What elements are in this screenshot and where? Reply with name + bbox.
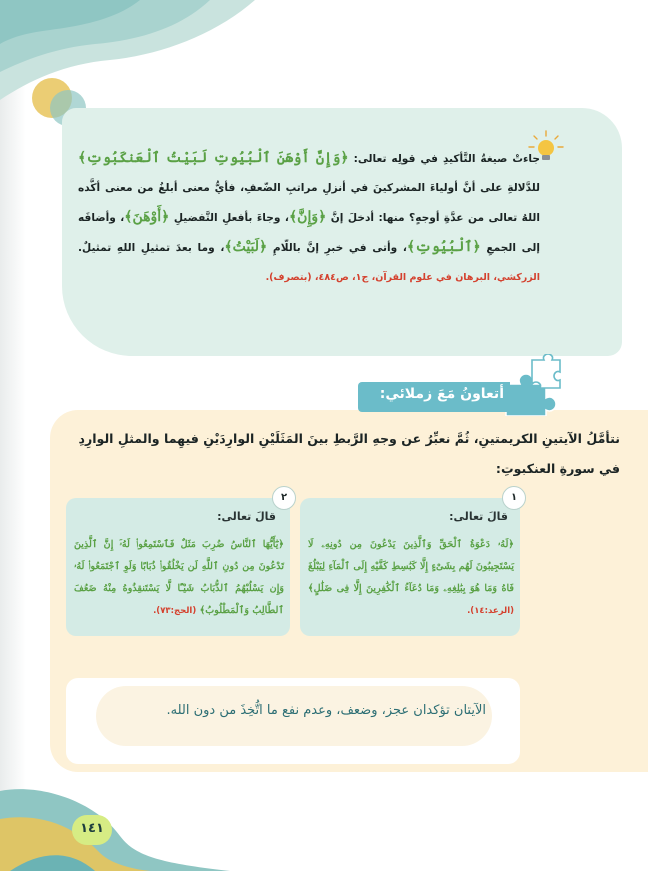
quote-segment: ، وأتى في خبرِ إنَّ باللّامِ [267, 242, 407, 254]
bottom-decoration [0, 761, 230, 871]
verse-reference: (الرعد:١٤). [467, 606, 514, 616]
card-title-1: قالَ تعالى: [449, 510, 508, 523]
answer-text: الآيتان تؤكدان عجز، وضعف، وعدم نفع ما اتُّخِذَ من دون الله. [166, 703, 486, 718]
page-number: ١٤١ [80, 821, 104, 836]
card-verse-2 [74, 534, 284, 622]
card-verse-1 [308, 534, 514, 622]
quran-word: ﴿ٱلْبُيُوتِ﴾ [406, 239, 481, 255]
quote-segment: ، وما بعدَ تمثيلِ اللهِ تمثيلٌ. [78, 242, 225, 254]
verse-text: ﴿لَهُۥ دَعْوَةُ ٱلْحَقِّ وَٱلَّذِينَ يَدْعُونَ مِن دُونِهِۦ لَا يَسْتَجِيبُونَ لَهُم بِشَىْءٍ إِلَّا كَبَٰسِطِ كَفَّيْهِ إِلَى ٱلْمَآءِ لِيَبْلُغَ فَاهُ وَمَا هُوَ بِبَٰلِغِهِۦ وَمَا دُعَآءُ ٱلْكَٰفِرِينَ إِلَّا فِى ضَلَٰلٍ﴾ [308, 539, 514, 594]
card-number-2: ٢ [272, 486, 296, 510]
verse-text: ﴿يَٰٓأَيُّهَا ٱلنَّاسُ ضُرِبَ مَثَلٌ فَٱسْتَمِعُوا۟ لَهُۥٓ إِنَّ ٱلَّذِينَ تَدْعُونَ مِن دُونِ ٱللَّهِ لَن يَخْلُقُوا۟ ذُبَابًا وَلَوِ ٱجْتَمَعُوا۟ لَهُۥ وَإِن يَسْلُبْهُمُ ٱلذُّبَابُ شَيْـًٔا لَّا يَسْتَنقِذُوهُ مِنْهُ ضَعُفَ ٱلطَّالِبُ وَٱلْمَطْلُوبُ﴾ [74, 539, 284, 616]
quran-word: ﴿لَبَيْتُ﴾ [224, 239, 268, 255]
quran-word: ﴿أَوْهَنَ﴾ [124, 209, 170, 225]
quran-word: ﴿وَإِنَّ﴾ [288, 209, 327, 225]
verse-reference: (الحج:٧٣). [153, 606, 197, 616]
card-title-2: قالَ تعالى: [217, 510, 276, 523]
quote-segment: للدَّلالةِ على أنَّ أولياءَ المشركينَ في أنزلِ مراتبِ الضّعفِ، فأيُّ معنى أبلغُ من معنى أكَّده اللهُ تعالى من عدَّةِ أوجهٍ؟ منها: أدخلَ إنَّ [78, 182, 540, 224]
quote-text [78, 144, 540, 292]
quote-segment: ، وأضافَه إلى الجمعِ [78, 212, 540, 254]
card-number-1: ١ [502, 486, 526, 510]
quote-segment: ، وجاءَ بأفعلِ التَّفضيلِ [169, 212, 289, 224]
quran-verse: ﴿وَإِنَّ أَوْهَنَ ٱلْبُيُوتِ لَبَيْتُ ٱلْعَنكَبُوتِ﴾ [78, 150, 349, 166]
quote-source: الزركشي، البرهان في علوم القرآن، ج١، ص٤٨٤، (بتصرف). [265, 272, 540, 283]
quote-segment: جاءتْ صيغةُ التَّأكيدِ في قولِه تعالى: [348, 153, 540, 165]
activity-title: أتعاونُ مَعَ زملائي: [379, 386, 504, 402]
activity-instruction: نتأمَّلُ الآيتينِ الكريمتينِ، ثُمَّ نعبِّرُ عن وجهِ الرَّبطِ بينَ المَثَلَيْنِ الوارِدَيْنِ فيهِما والمثلِ الوارِدِ في سورةِ العنكبوتِ: [78, 431, 620, 476]
